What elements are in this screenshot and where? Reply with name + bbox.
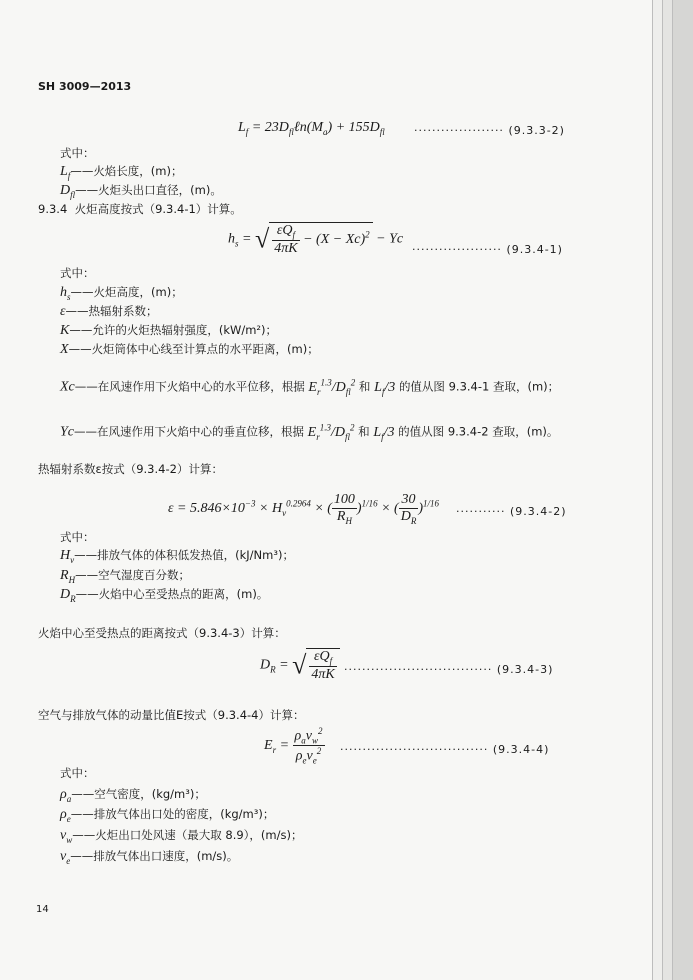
- def-dfl: $D_{fl}——$火炬头出口直径，(m)。: [60, 183, 222, 200]
- equation-momentum-ratio: $E_r$ = $\frac{\rho_av_w^2}{\rho_ev_e^2}$: [264, 726, 323, 766]
- page-number: 14: [36, 904, 49, 915]
- where-label: 式中：: [60, 146, 95, 160]
- paragraph-er: 空气与排放气体的动量比值E按式（9.3.4-4）计算：: [38, 708, 305, 722]
- def-hv: $H_v——$排放气体的体积低发热值，(kJ/Nm³)；: [60, 548, 294, 565]
- def-dr: $D_R——$火焰中心至受热点的距离，(m)。: [60, 587, 269, 604]
- def-hs: $h_s——$火炬高度，(m)；: [60, 285, 183, 302]
- equation-flame-length: $L_f$ = $23D_{fl}\ell n(M_a) + 155D_{fl}$: [238, 120, 385, 137]
- equation-number: ···················· (9.3.4-1): [412, 243, 563, 256]
- equation-number: ··········· (9.3.4-2): [456, 505, 567, 518]
- def-rho-a: $\rho_a——$空气密度，(kg/m³)；: [60, 787, 206, 804]
- equation-number: ···················· (9.3.3-2): [414, 124, 565, 137]
- def-rh: $R_H——$空气湿度百分数；: [60, 568, 191, 585]
- def-ve: $v_e——$排放气体出口速度，(m/s)。: [60, 849, 239, 866]
- section-9-3-4: 9.3.4 火炬高度按式（9.3.4-1）计算。: [38, 202, 242, 216]
- def-rho-e: $\rho_e——$排放气体出口处的密度，(kg/m³)；: [60, 807, 275, 824]
- standard-code: SH 3009—2013: [38, 80, 132, 93]
- def-x: X——火炬筒体中心线至计算点的水平距离，(m)；: [60, 342, 319, 357]
- def-k: K——允许的火炬热辐射强度，(kW/m²)；: [60, 323, 278, 338]
- equation-flare-height: $h_s$ = √ $\frac{\varepsilon Q_f}{4\pi K}$ − $(X - Xc)^2 - Yc$: [228, 223, 404, 256]
- paragraph-epsilon: 热辐射系数ε按式（9.3.4-2）计算：: [38, 462, 223, 476]
- page-edge: [672, 0, 693, 980]
- def-xc: Xc——在风速作用下火焰中心的水平位移，根据 $E_r^{1.3}/D_{fl}^2$ 和 $L_f/3$ 的值从图 9.3.4-1 查取，(m)；: [60, 377, 560, 397]
- def-epsilon: ε——热辐射系数；: [60, 304, 158, 319]
- equation-number: ································· (9.3.4-3): [344, 663, 554, 676]
- equation-number: ································· (9.3.4-4): [340, 743, 550, 756]
- paragraph-dr: 火焰中心至受热点的距离按式（9.3.4-3）计算：: [38, 626, 286, 640]
- def-vw: $v_w——$火炬出口处风速（最大取 8.9），(m/s)；: [60, 828, 303, 845]
- def-yc: Yc——在风速作用下火焰中心的垂直位移，根据 $E_r^{1.3}/D_{fl}^2$ 和 $L_f/3$ 的值从图 9.3.4-2 查取，(m)。: [60, 422, 559, 442]
- where-label: 式中：: [60, 530, 95, 544]
- where-label: 式中：: [60, 766, 95, 780]
- equation-distance: $D_R$ = √ $\frac{\varepsilon Q_f}{4\pi K}$: [260, 648, 340, 683]
- where-label: 式中：: [60, 266, 95, 280]
- equation-epsilon: $\varepsilon = 5.846\times 10^{-3} \times H_v^{0.2964}$ × ( $\frac{100}{R_H}$ )$^{1/16}$ × ( $\frac{30}{D_R}$ )$^{1/16}$: [168, 492, 440, 526]
- def-lf: $L_f——$火焰长度，(m)；: [60, 164, 183, 181]
